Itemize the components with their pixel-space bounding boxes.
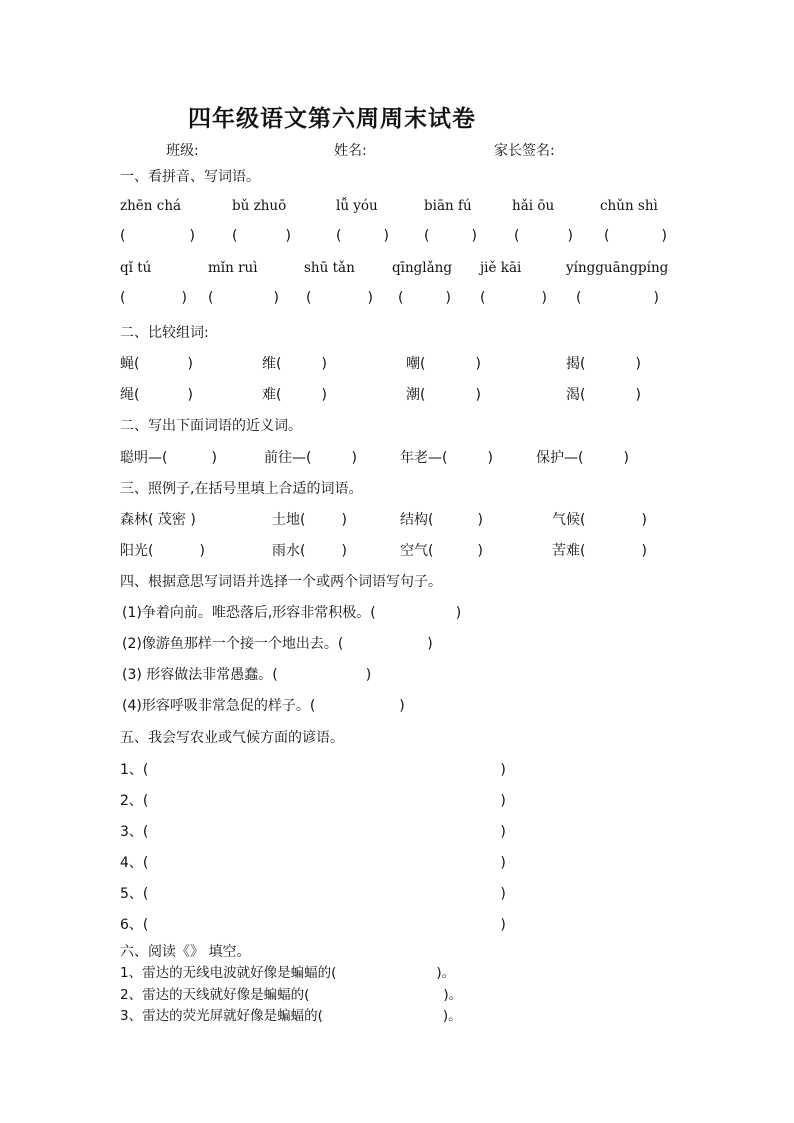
meaning-item[interactable]: (1)争着向前。唯恐落后,形容非常积极。( ) bbox=[122, 605, 462, 621]
compare-item[interactable]: 潮( ) bbox=[406, 387, 481, 403]
meaning-item[interactable]: (2)像游鱼那样一个接一个地出去。( ) bbox=[122, 636, 433, 652]
pinyin-12: yíngguāngpíng bbox=[566, 260, 669, 276]
answer-paren[interactable]: ( ) bbox=[208, 290, 279, 306]
answer-paren[interactable]: ( ) bbox=[120, 228, 195, 244]
compare-item[interactable]: 难( ) bbox=[262, 387, 327, 403]
pinyin-3: lǚ yóu bbox=[336, 198, 378, 214]
compare-item[interactable]: 蝇( ) bbox=[120, 356, 193, 372]
fill-item[interactable]: 结构( ) bbox=[400, 512, 483, 528]
pinyin-2: bǔ zhuō bbox=[232, 198, 287, 214]
section-2-heading: 二、比较组词: bbox=[120, 325, 209, 341]
page-title: 四年级语文第六周周末试卷 bbox=[188, 105, 476, 132]
synonym-item[interactable]: 前往—( ) bbox=[264, 450, 357, 466]
fill-item[interactable]: 空气( ) bbox=[400, 543, 483, 559]
example-item: 森林( 茂密 ) bbox=[120, 512, 196, 528]
pinyin-1: zhēn chá bbox=[120, 198, 182, 214]
pinyin-6: chǔn shì bbox=[600, 198, 658, 214]
fill-item[interactable]: 雨水( ) bbox=[272, 543, 347, 559]
reading-fill[interactable]: 3、雷达的荧光屏就好像是蝙蝠的( )。 bbox=[120, 1008, 462, 1024]
answer-paren[interactable]: ( ) bbox=[398, 290, 451, 306]
compare-item[interactable]: 嘲( ) bbox=[406, 356, 481, 372]
compare-item[interactable]: 维( ) bbox=[262, 356, 327, 372]
section-3-heading: 二、写出下面词语的近义词。 bbox=[120, 418, 302, 434]
proverb-line[interactable]: 4、( ) bbox=[120, 855, 506, 871]
answer-paren[interactable]: ( ) bbox=[306, 290, 373, 306]
pinyin-9: shū tǎn bbox=[304, 260, 355, 276]
pinyin-4: biān fú bbox=[424, 198, 472, 214]
compare-item[interactable]: 揭( ) bbox=[566, 356, 641, 372]
section-1-heading: 一、看拼音、写词语。 bbox=[120, 169, 260, 185]
fill-item[interactable]: 阳光( ) bbox=[120, 543, 205, 559]
answer-paren[interactable]: ( ) bbox=[604, 228, 667, 244]
reading-fill[interactable]: 1、雷达的无线电波就好像是蝙蝠的( )。 bbox=[120, 965, 456, 981]
fill-item[interactable]: 土地( ) bbox=[272, 512, 347, 528]
compare-item[interactable]: 绳( ) bbox=[120, 387, 193, 403]
section-4-heading: 三、照例子,在括号里填上合适的词语。 bbox=[120, 481, 363, 497]
reading-fill[interactable]: 2、雷达的天线就好像是蝙蝠的( )。 bbox=[120, 987, 463, 1003]
compare-item[interactable]: 渴( ) bbox=[566, 387, 641, 403]
class-label: 班级: bbox=[166, 143, 199, 159]
proverb-line[interactable]: 3、( ) bbox=[120, 824, 506, 840]
proverb-line[interactable]: 2、( ) bbox=[120, 793, 506, 809]
answer-paren[interactable]: ( ) bbox=[424, 228, 477, 244]
meaning-item[interactable]: (4)形容呼吸非常急促的样子。( ) bbox=[122, 698, 405, 714]
answer-paren[interactable]: ( ) bbox=[336, 228, 389, 244]
meaning-item[interactable]: (3) 形容做法非常愚蠢。( ) bbox=[122, 667, 372, 683]
section-6-heading: 五、我会写农业或气候方面的谚语。 bbox=[120, 730, 344, 746]
answer-paren[interactable]: ( ) bbox=[120, 290, 187, 306]
synonym-item[interactable]: 年老—( ) bbox=[400, 450, 493, 466]
section-7-heading: 六、阅读《》 填空。 bbox=[120, 944, 251, 960]
answer-paren[interactable]: ( ) bbox=[514, 228, 573, 244]
answer-paren[interactable]: ( ) bbox=[480, 290, 547, 306]
parent-signature-label: 家长签名: bbox=[494, 143, 555, 159]
pinyin-5: hǎi ōu bbox=[512, 198, 555, 214]
synonym-item[interactable]: 聪明—( ) bbox=[120, 450, 217, 466]
proverb-line[interactable]: 6、( ) bbox=[120, 917, 506, 933]
fill-item[interactable]: 气候( ) bbox=[552, 512, 647, 528]
answer-paren[interactable]: ( ) bbox=[576, 290, 659, 306]
name-label: 姓名: bbox=[334, 143, 367, 159]
pinyin-10: qīnglǎng bbox=[392, 260, 452, 276]
answer-paren[interactable]: ( ) bbox=[232, 228, 291, 244]
pinyin-7: qǐ tú bbox=[120, 260, 152, 276]
fill-item[interactable]: 苦难( ) bbox=[552, 543, 647, 559]
section-5-heading: 四、根据意思写词语并选择一个或两个词语写句子。 bbox=[120, 574, 442, 590]
synonym-item[interactable]: 保护—( ) bbox=[536, 450, 629, 466]
pinyin-8: mǐn ruì bbox=[208, 260, 258, 276]
proverb-line[interactable]: 1、( ) bbox=[120, 762, 506, 778]
proverb-line[interactable]: 5、( ) bbox=[120, 886, 506, 902]
pinyin-11: jiě kāi bbox=[480, 260, 522, 276]
